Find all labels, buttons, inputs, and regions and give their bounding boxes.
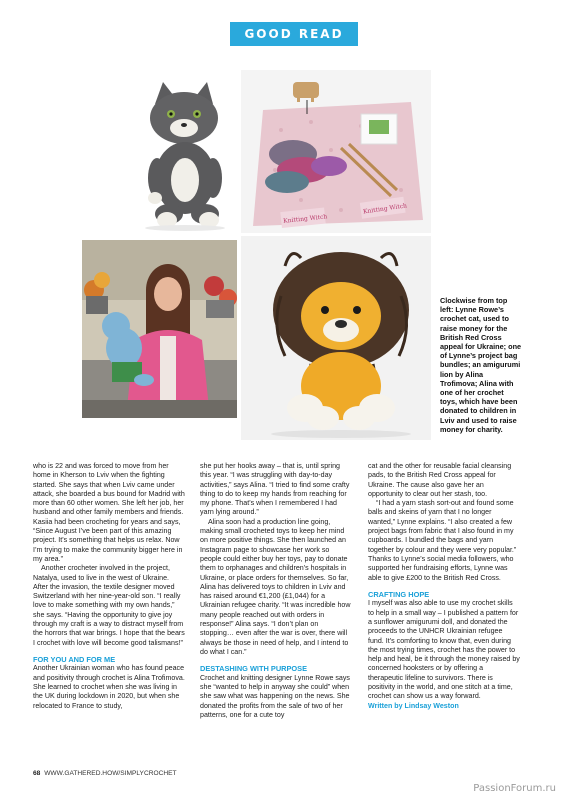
- paragraph: Alina soon had a production line going, making small crocheted toys to keep her mind on more positive things. She then launched an Instagram page to showcase her work so people could either buy her toys, pay to donate them to orphanages and children’s hospitals in Ukraine, or place orders for themselves. So far, Alina has delivered toys to children in Lviv and has raised around €1,200 (£1,044) for a Ukrainian refugee charity. “It was incredible how many people reached out with orders in response!” Alina says. “I don’t plan on stopping… even after the war is over, there will always be those in need of help, and I intend to do what I can.”: [200, 517, 351, 656]
- header-banner-area: [0, 18, 566, 48]
- bag-print-label-right: Knitting Witch: [362, 202, 408, 216]
- paragraph: I myself was also able to use my crochet skills to help in a small way – I published a pattern for a sunflower amigurumi doll, and donated the proceeds to the UNHCR Ukrainian refugee fund. It’s comforting to know that, even during the most trying times, crochet has the power to help and heal, be it through the money raised by concerned hooksters or by offering a therapeutic lifeline to survivors. There is positivity in the world, and one stitch at a time, crochet can show us a way forward.: [368, 599, 520, 701]
- bag-print-label-left: Knitting Witch: [282, 213, 328, 225]
- photo-amigurumi-lion: [241, 236, 431, 440]
- lion-illustration: [241, 236, 431, 440]
- paragraph: Another crocheter involved in the project, Natalya, used to live in the west of Ukraine. After the invasion, the textile designer moved Switzerland with her nine-year-old son. “I really love to make something with my own hands,” she says. “Having the opportunity to give joy through my craft is a way to distract myself from the horrors that war brings. I hope that the bears I crochet with love will become good talismans!”: [33, 564, 185, 647]
- photo-alina-with-toy: [82, 240, 237, 418]
- project-bag-illustration: [241, 70, 431, 233]
- author-byline: Written by Lindsay Weston: [368, 701, 459, 710]
- text-column-2: [200, 462, 352, 720]
- paragraph: who is 22 and was forced to move from her home in Kherson to Lviv when the fighting started. She says that when Lviv came under attack, she boarded a bus bound for Madrid with more than 60 other women. She left her job, her husband and other family members and friends. Kasiia had been crocheting for years and says, “Since August I’ve been part of this amazing project. It’s something that helps us relax. Now I’m trying to make the community bigger here in my area.”: [33, 462, 185, 563]
- page-number: 68: [33, 770, 41, 777]
- crochet-cat-illustration: [133, 74, 237, 232]
- photo-project-bag: [241, 70, 431, 233]
- page-footer: [33, 770, 177, 777]
- paragraph: “I had a yarn stash sort-out and found some balls and skeins of yarn that I no longer wanted,” Lynne explains. “I also created a few project bags from fabric that I also found in my cupboards. I bundled the bags and yarn together by colour and they were very popular.” Thanks to Lynne’s social media followers, who supported her fundraising efforts, Lynne was able to give £200 to the British Red Cross.: [368, 499, 517, 582]
- paragraph: she put her hooks away – that is, until spring this year. “I was struggling with day-to-day activities,” says Alina. “I tried to find some crafty thing to do to keep my hands from reaching for my phone. That’s when I remembered I had yarn lying around.”: [200, 462, 350, 517]
- watermark: PassionForum.ru: [473, 783, 556, 794]
- paragraph: cat and the other for reusable facial cleansing pads, to the British Red Cross appeal for Ukraine. The cause also gave her an opportunity to clear out her stash, too.: [368, 462, 512, 498]
- paragraph: Crochet and knitting designer Lynne Rowe says she “wanted to help in anyway she could” when she saw what was happening on the news. She donated the profits from the sale of two of her patterns, one for a cute toy: [200, 673, 350, 719]
- subheading-destashing-with-purpose: DESTASHING WITH PURPOSE: [200, 664, 308, 674]
- alina-illustration: [82, 240, 237, 418]
- subheading-for-you-and-for-me: FOR YOU AND FOR ME: [33, 654, 116, 664]
- footer-url: WWW.GATHERED.HOW/SIMPLYCROCHET: [44, 770, 177, 777]
- photo-caption: Clockwise from top left: Lynne Rowe’s crochet cat, used to raise money for the British Red Cross appeal for Ukraine; one of Lynne’s project bag bundles; an amigurumi lion by Alina Trofimova; Alina with one of her crochet toys, which have been donated to children in Lviv and used to raise money for charity.: [440, 296, 522, 434]
- text-column-1: [33, 462, 185, 711]
- section-banner: GOOD READ: [230, 22, 358, 46]
- text-column-3: [368, 462, 520, 711]
- subheading-crafting-hope: CRAFTING HOPE: [368, 589, 430, 599]
- photo-crochet-cat: [133, 74, 237, 232]
- paragraph: Another Ukrainian woman who has found peace and positivity through crochet is Alina Trofimova. She learned to crochet when she was living in the UK during lockdown in 2020, but when she relocated to France to study,: [33, 664, 185, 710]
